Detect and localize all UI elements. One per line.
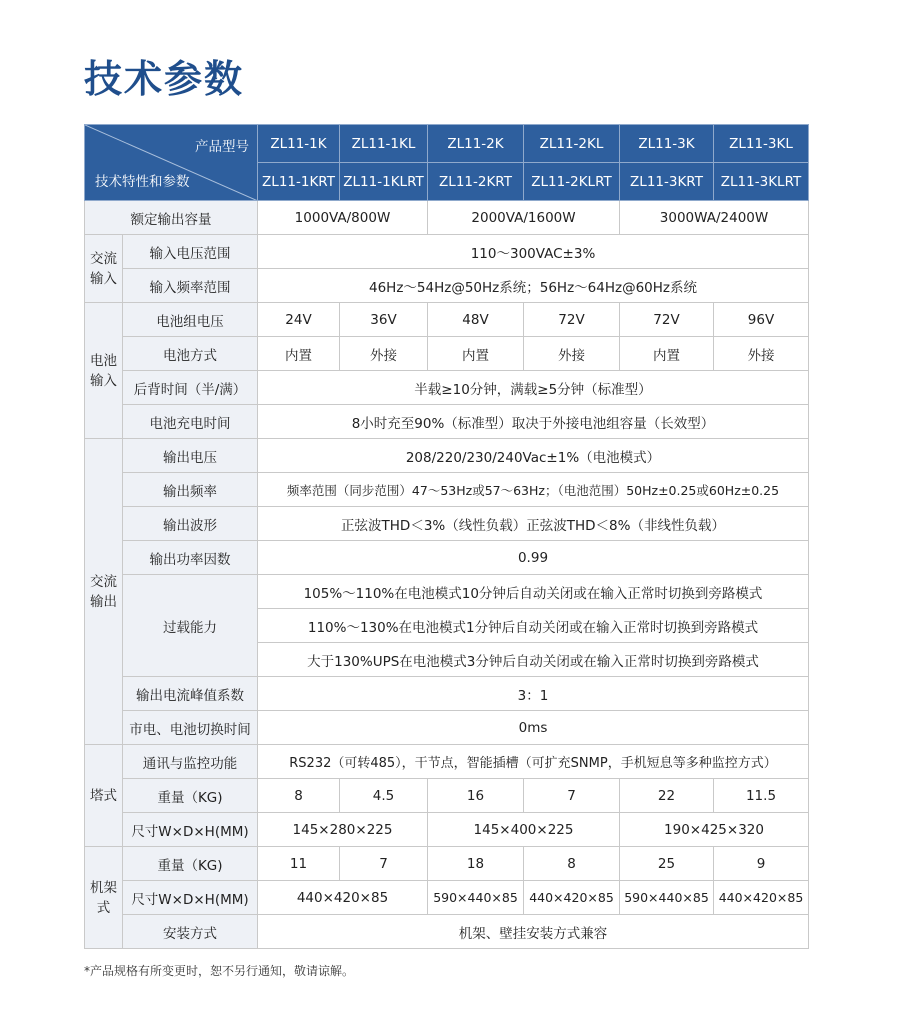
table-row	[85, 235, 809, 269]
group-ac-input: 交流 输入	[85, 235, 123, 303]
value-cell: RS232（可转485），干节点，智能插槽（可扩充SNMP，手机短息等多种监控方式）	[258, 745, 809, 779]
value-cell: 1000VA/800W	[258, 201, 428, 235]
row-label: 重量（KG)	[123, 779, 258, 813]
value-cell: 内置	[428, 337, 524, 371]
model-cell: ZL11-3KLRT	[714, 163, 809, 201]
value-cell: 11.5	[714, 779, 809, 813]
table-row	[85, 507, 809, 541]
model-cell: ZL11-1KLRT	[340, 163, 428, 201]
value-cell: 25	[620, 847, 714, 881]
value-cell: 3000WA/2400W	[620, 201, 809, 235]
table-row	[85, 779, 809, 813]
value-cell: 440×420×85	[258, 881, 428, 915]
value-cell: 145×400×225	[428, 813, 620, 847]
rated-label: 额定输出容量	[85, 201, 258, 235]
value-cell: 105%～110%在电池模式10分钟后自动关闭或在输入正常时切换到旁路模式	[258, 575, 809, 609]
value-cell: 46Hz～54Hz@50Hz系统；56Hz～64Hz@60Hz系统	[258, 269, 809, 303]
model-cell: ZL11-2KL	[524, 125, 620, 163]
value-cell: 22	[620, 779, 714, 813]
value-cell: 2000VA/1600W	[428, 201, 620, 235]
model-cell: ZL11-3KRT	[620, 163, 714, 201]
row-label: 输出波形	[123, 507, 258, 541]
row-label: 后背时间（半/满）	[123, 371, 258, 405]
value-cell: 190×425×320	[620, 813, 809, 847]
value-cell: 9	[714, 847, 809, 881]
row-label: 输出电流峰值系数	[123, 677, 258, 711]
value-cell: 外接	[524, 337, 620, 371]
value-cell: 大于130%UPS在电池模式3分钟后自动关闭或在输入正常时切换到旁路模式	[258, 643, 809, 677]
group-ac-output: 交流 输出	[85, 439, 123, 745]
spec-table	[84, 124, 809, 949]
value-cell: 8	[258, 779, 340, 813]
model-cell: ZL11-2KLRT	[524, 163, 620, 201]
value-cell: 590×440×85	[428, 881, 524, 915]
table-row	[85, 201, 809, 235]
value-cell: 145×280×225	[258, 813, 428, 847]
value-cell: 208/220/230/240Vac±1%（电池模式）	[258, 439, 809, 473]
table-row	[85, 813, 809, 847]
value-cell: 16	[428, 779, 524, 813]
row-label: 尺寸W×D×H(MM)	[123, 881, 258, 915]
row-label: 输入频率范围	[123, 269, 258, 303]
value-cell: 正弦波THD＜3%（线性负载）正弦波THD＜8%（非线性负载）	[258, 507, 809, 541]
value-cell: 440×420×85	[714, 881, 809, 915]
value-cell: 72V	[620, 303, 714, 337]
row-label: 通讯与监控功能	[123, 745, 258, 779]
table-row	[85, 303, 809, 337]
table-row	[85, 881, 809, 915]
value-cell: 72V	[524, 303, 620, 337]
table-row	[85, 915, 809, 949]
value-cell: 外接	[340, 337, 428, 371]
row-label: 输出频率	[123, 473, 258, 507]
value-cell: 11	[258, 847, 340, 881]
value-cell: 0.99	[258, 541, 809, 575]
table-row	[85, 677, 809, 711]
row-label: 过载能力	[123, 575, 258, 677]
value-cell: 18	[428, 847, 524, 881]
model-cell: ZL11-3K	[620, 125, 714, 163]
value-cell: 110%～130%在电池模式1分钟后自动关闭或在输入正常时切换到旁路模式	[258, 609, 809, 643]
value-cell: 440×420×85	[524, 881, 620, 915]
value-cell: 3：1	[258, 677, 809, 711]
table-row	[85, 337, 809, 371]
group-tower: 塔式	[85, 745, 123, 847]
table-row	[85, 371, 809, 405]
table-row	[85, 439, 809, 473]
table-row	[85, 269, 809, 303]
model-cell: ZL11-3KL	[714, 125, 809, 163]
model-cell: ZL11-1KRT	[258, 163, 340, 201]
row-label: 输出电压	[123, 439, 258, 473]
header-row-1	[85, 125, 809, 163]
row-label: 电池方式	[123, 337, 258, 371]
value-cell: 4.5	[340, 779, 428, 813]
value-cell: 内置	[620, 337, 714, 371]
page-title: 技术参数	[84, 57, 245, 101]
value-cell: 8	[524, 847, 620, 881]
table-row	[85, 575, 809, 609]
table-row	[85, 745, 809, 779]
value-cell: 24V	[258, 303, 340, 337]
value-cell: 机架、壁挂安装方式兼容	[258, 915, 809, 949]
model-label: 产品型号	[195, 139, 249, 155]
value-cell: 半载≥10分钟，满载≥5分钟（标准型）	[258, 371, 809, 405]
value-cell: 96V	[714, 303, 809, 337]
value-cell: 590×440×85	[620, 881, 714, 915]
table-row	[85, 541, 809, 575]
model-cell: ZL11-2KRT	[428, 163, 524, 201]
value-cell: 频率范围（同步范围）47～53Hz或57～63Hz；（电池范围）50Hz±0.25或60Hz±0.25	[258, 473, 809, 507]
row-label: 电池充电时间	[123, 405, 258, 439]
value-cell: 0ms	[258, 711, 809, 745]
row-label: 安装方式	[123, 915, 258, 949]
row-label: 市电、电池切换时间	[123, 711, 258, 745]
value-cell: 8小时充至90%（标准型）取决于外接电池组容量（长效型）	[258, 405, 809, 439]
value-cell: 内置	[258, 337, 340, 371]
table-row	[85, 405, 809, 439]
footnote: *产品规格有所变更时，恕不另行通知，敬请谅解。	[84, 964, 355, 978]
row-label: 尺寸W×D×H(MM)	[123, 813, 258, 847]
row-label: 输入电压范围	[123, 235, 258, 269]
model-cell: ZL11-1K	[258, 125, 340, 163]
param-label: 技术特性和参数	[95, 174, 190, 190]
header-diagonal-cell	[85, 125, 258, 201]
row-label: 输出功率因数	[123, 541, 258, 575]
table-row	[85, 847, 809, 881]
value-cell: 7	[340, 847, 428, 881]
value-cell: 36V	[340, 303, 428, 337]
table-row	[85, 473, 809, 507]
row-label: 电池组电压	[123, 303, 258, 337]
group-battery: 电池 输入	[85, 303, 123, 439]
row-label: 重量（KG)	[123, 847, 258, 881]
table-row	[85, 711, 809, 745]
value-cell: 110～300VAC±3%	[258, 235, 809, 269]
group-rack: 机架 式	[85, 847, 123, 949]
model-cell: ZL11-1KL	[340, 125, 428, 163]
value-cell: 7	[524, 779, 620, 813]
value-cell: 48V	[428, 303, 524, 337]
value-cell: 外接	[714, 337, 809, 371]
model-cell: ZL11-2K	[428, 125, 524, 163]
